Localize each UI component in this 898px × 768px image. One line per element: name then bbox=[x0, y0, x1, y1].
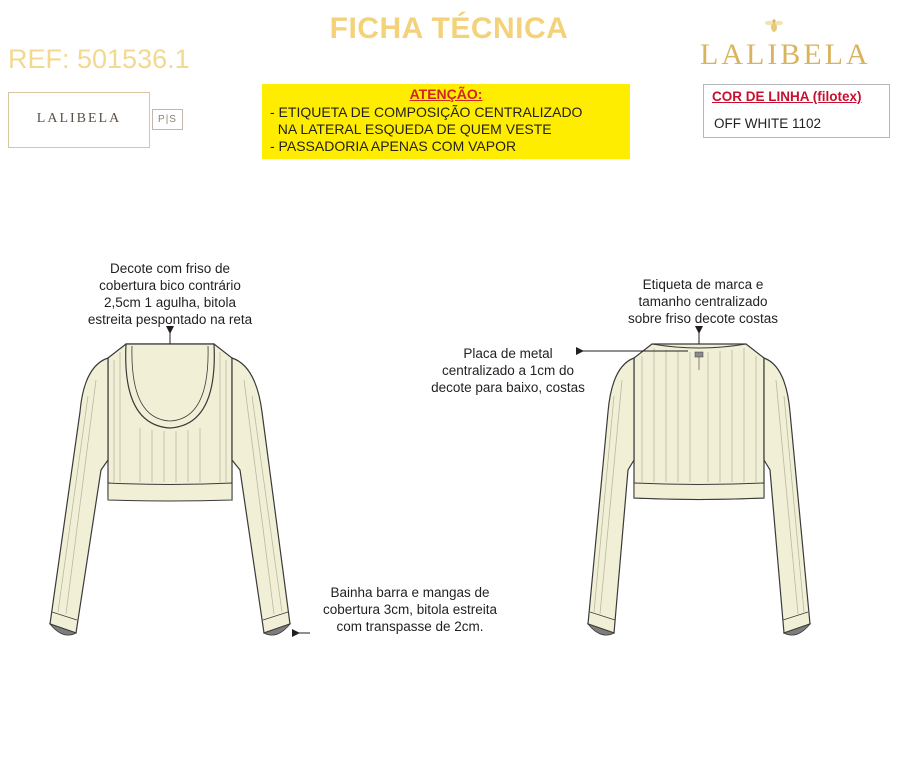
note-line: tamanho centralizado bbox=[638, 294, 768, 309]
brand-logo: LALIBELA bbox=[700, 38, 871, 71]
note-line: estreita pespontado na reta bbox=[87, 312, 253, 327]
size-label: P|S bbox=[152, 109, 183, 130]
attention-line: NA LATERAL ESQUEDA DE QUEM VESTE bbox=[270, 121, 552, 137]
front-neckline-note bbox=[60, 260, 280, 328]
reference-code: REF: 501536.1 bbox=[8, 44, 190, 74]
back-garment-drawing bbox=[580, 330, 810, 635]
thread-color-heading: COR DE LINHA (filotex) bbox=[712, 89, 862, 104]
note-line: cobertura 3cm, bitola estreita bbox=[322, 602, 498, 617]
front-garment-drawing bbox=[50, 330, 310, 635]
note-line: 2,5cm 1 agulha, bitola bbox=[103, 295, 237, 310]
metal-plate-note bbox=[408, 345, 608, 396]
attention-line: - PASSADORIA APENAS COM VAPOR bbox=[270, 138, 517, 154]
back-label-note bbox=[598, 276, 808, 327]
note-line: Placa de metal bbox=[463, 346, 553, 361]
note-line: sobre friso decote costas bbox=[627, 311, 779, 326]
note-line: centralizado a 1cm do bbox=[441, 363, 575, 378]
label-brand-text: LALIBELA bbox=[36, 111, 122, 126]
attention-heading: ATENÇÃO: bbox=[409, 86, 483, 102]
page-title: FICHA TÉCNICA bbox=[329, 12, 569, 45]
attention-line: - ETIQUETA DE COMPOSIÇÃO CENTRALIZADO bbox=[270, 104, 583, 120]
note-line: Etiqueta de marca e bbox=[642, 277, 764, 292]
note-line: com transpasse de 2cm. bbox=[336, 619, 484, 634]
note-line: decote para baixo, costas bbox=[431, 380, 585, 395]
note-line: Decote com friso de bbox=[109, 261, 231, 276]
hem-note bbox=[300, 584, 520, 635]
thread-color-value: OFF WHITE 1102 bbox=[714, 116, 822, 131]
note-line: Bainha barra e mangas de bbox=[330, 585, 490, 600]
note-line: cobertura bico contrário bbox=[99, 278, 241, 293]
